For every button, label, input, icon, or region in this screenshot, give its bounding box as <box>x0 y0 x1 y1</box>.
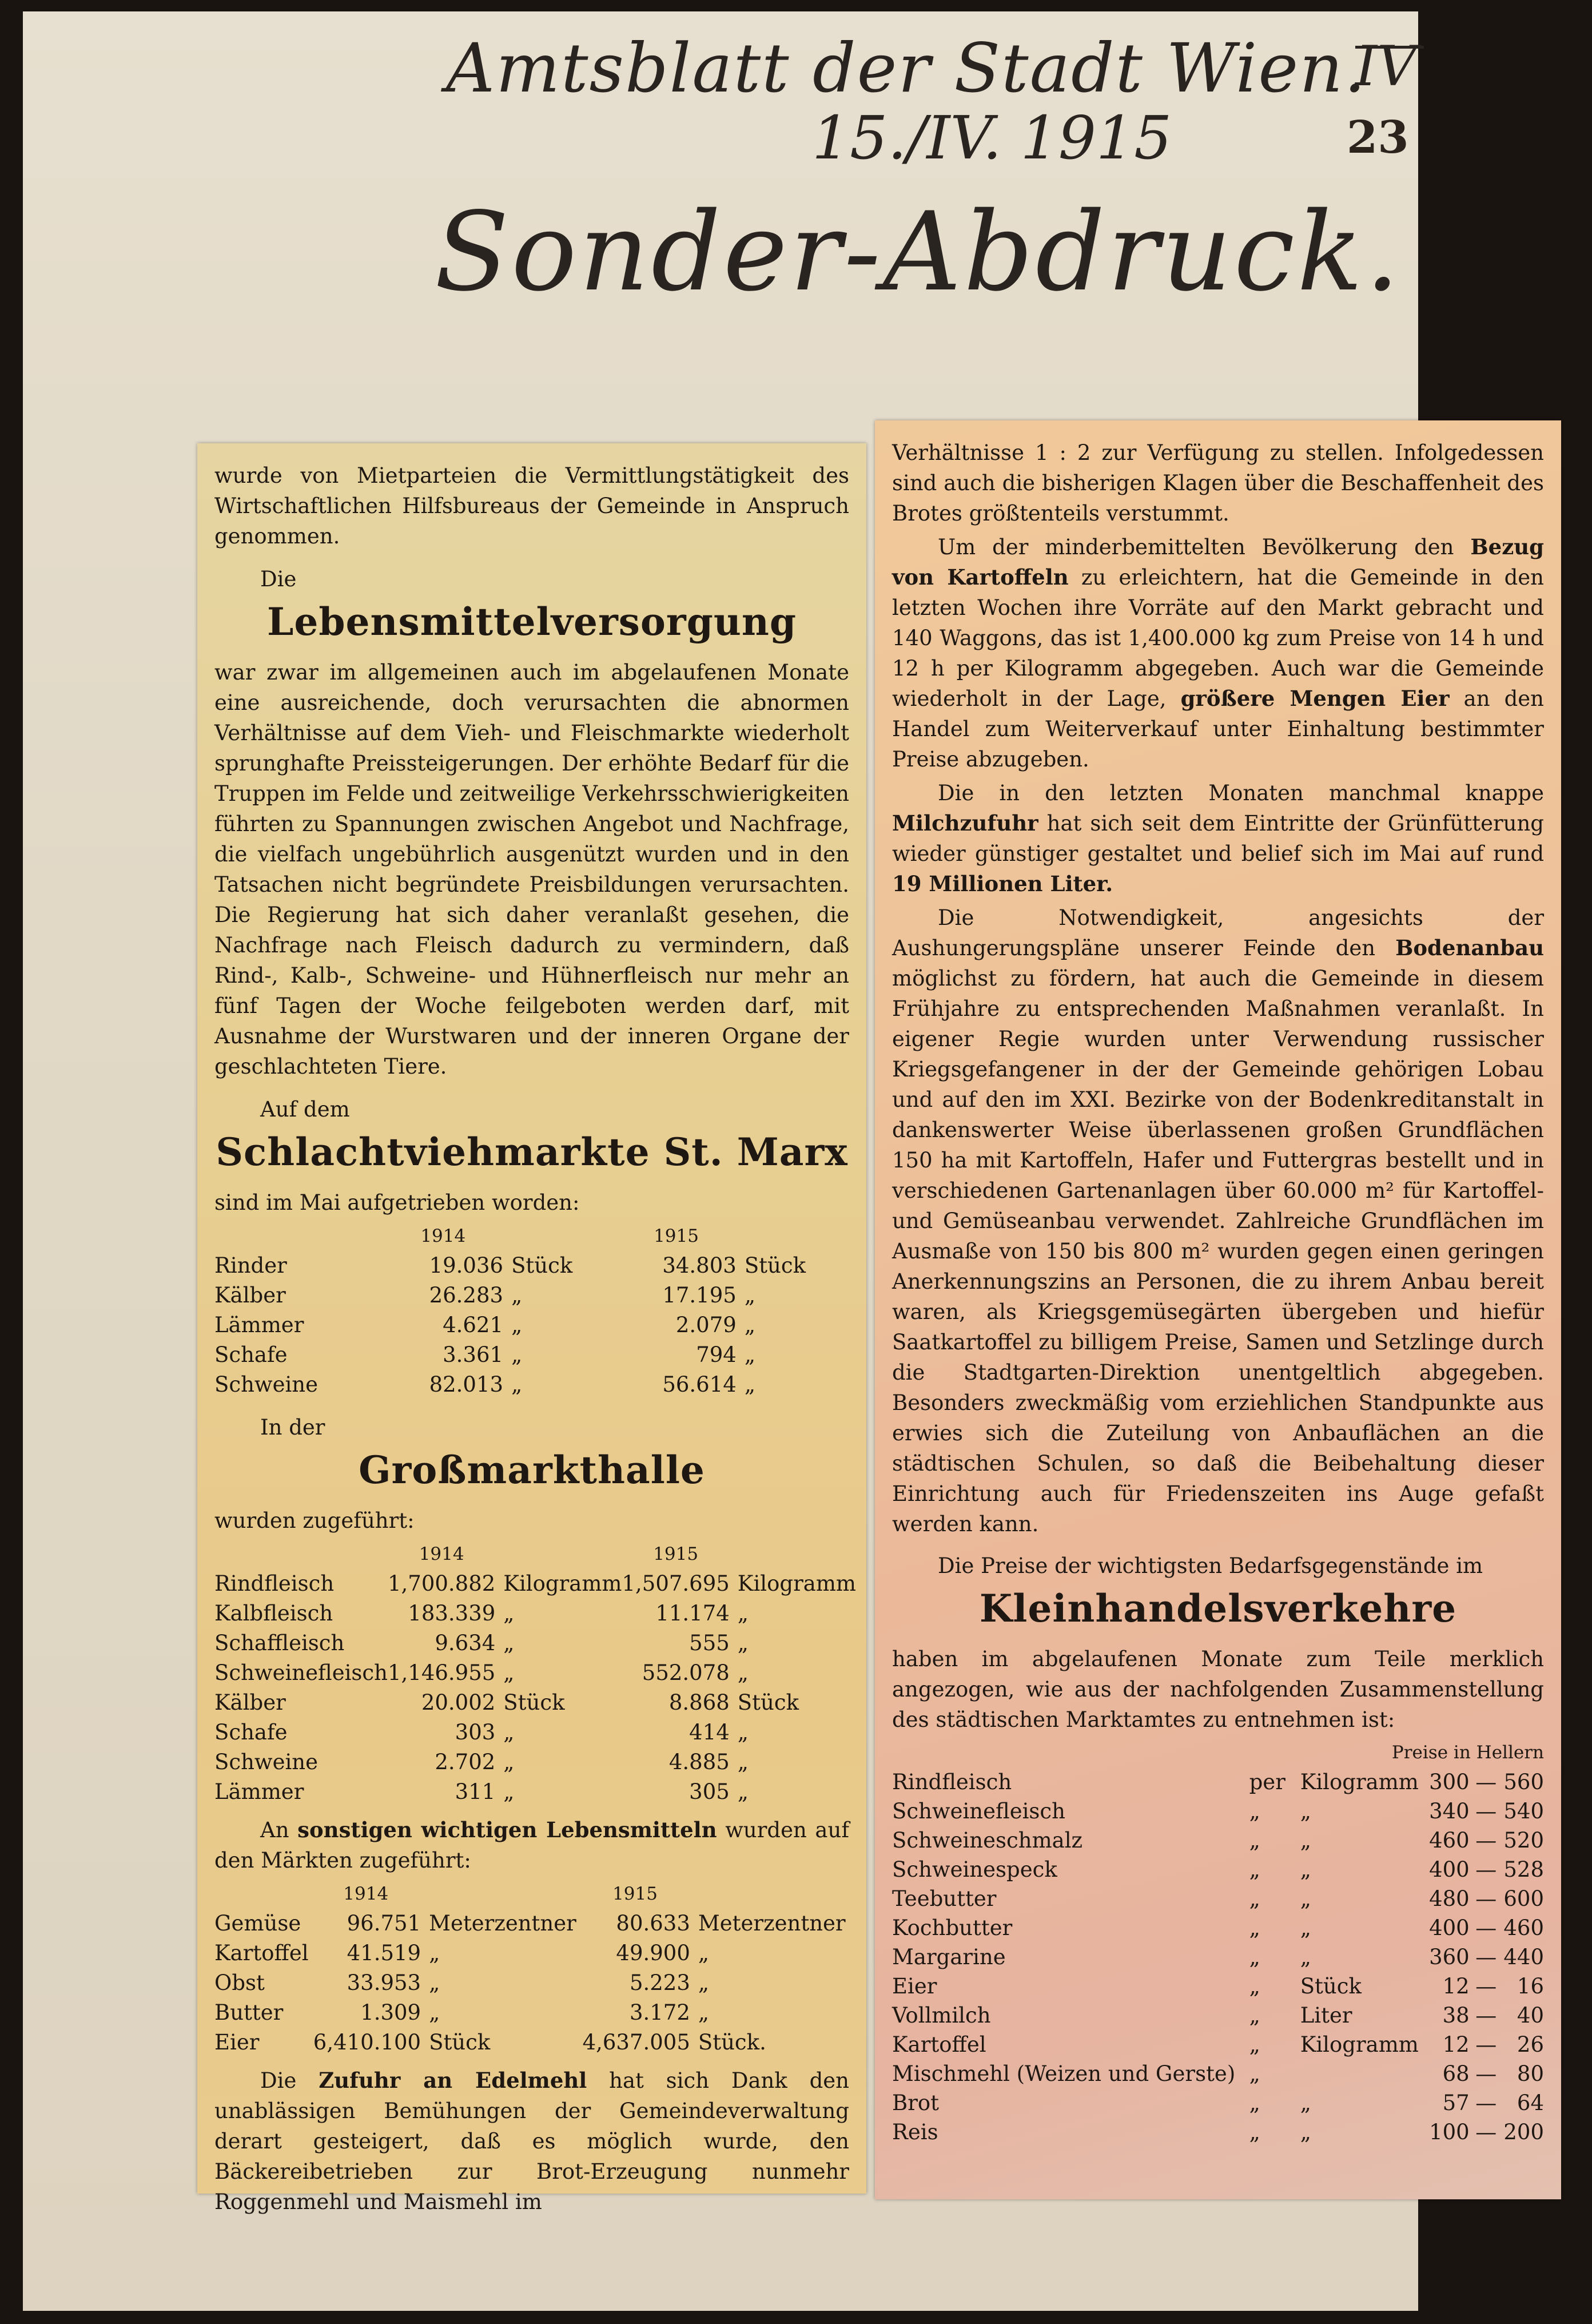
value-1914: 1.309 <box>360 2000 421 2025</box>
price-unit-prefix: „ <box>1249 1916 1260 1940</box>
value-1915: 34.803 <box>662 1253 737 1278</box>
price-row <box>892 1972 1544 2001</box>
table-row <box>214 1777 856 1807</box>
price-low: 400 <box>1429 1857 1470 1882</box>
value-1914: 1,146.955 <box>387 1660 496 1685</box>
value-1915: 49.900 <box>616 1941 690 1965</box>
market-hall-table <box>214 1539 856 1807</box>
unit-1915: „ <box>737 1720 749 1745</box>
table-row <box>214 1281 849 1310</box>
year-header: 1915 <box>612 1884 658 1904</box>
price-dash: — <box>1475 1916 1497 1940</box>
unit-1915: „ <box>737 1601 749 1626</box>
price-high: 540 <box>1503 1799 1544 1824</box>
price-unit-prefix: „ <box>1249 1945 1260 1969</box>
price-low: 68 <box>1442 2061 1470 2086</box>
price-dash: — <box>1475 2091 1497 2115</box>
price-unit-prefix: „ <box>1249 2120 1260 2144</box>
price-low: 340 <box>1429 1799 1470 1824</box>
value-1915: 1,507.695 <box>622 1571 730 1596</box>
row-label: Obst <box>214 1971 265 1995</box>
value-1915: 11.174 <box>655 1601 730 1626</box>
handwritten-title: Amtsblatt der Stadt Wien. <box>446 29 1367 108</box>
right-column <box>892 438 1544 2147</box>
value-1915: 794 <box>696 1342 737 1367</box>
table-row <box>214 2028 849 2057</box>
price-dash: — <box>1475 1770 1497 1794</box>
value-1915: 4,637.005 <box>582 2030 690 2055</box>
price-item: Reis <box>892 2120 938 2144</box>
table-row <box>214 1909 849 1938</box>
paragraph: Die Zufuhr an Edelmehl hat sich Dank den unablässigen Bemühungen der Gemeindeverwaltung derart gesteigert, daß es möglich wurde, den Bäckereibetrieben zur Brot-Erzeugung nunmehr Roggenmehl und Maismehl im <box>214 2068 849 2214</box>
unit-1915: Stück <box>744 1253 806 1278</box>
price-unit: Kilogramm <box>1300 1770 1419 1794</box>
price-dash: — <box>1475 1799 1497 1824</box>
price-unit-prefix: „ <box>1249 1886 1260 1911</box>
price-dash: — <box>1475 2003 1497 2028</box>
value-1914: 41.519 <box>347 1941 421 1965</box>
unit-1914: Meterzentner <box>429 1911 576 1936</box>
price-item: Brot <box>892 2091 940 2115</box>
price-dash: — <box>1475 2061 1497 2086</box>
price-item: Schweineschmalz <box>892 1828 1083 1853</box>
lead-text: In der <box>260 1415 325 1440</box>
year-header: 1914 <box>420 1226 466 1246</box>
unit-1914: Kilogramm <box>503 1571 622 1596</box>
value-1914: 183.339 <box>408 1601 496 1626</box>
price-unit: „ <box>1300 1799 1311 1824</box>
table-row <box>214 1968 849 1998</box>
price-low: 12 <box>1442 2032 1470 2057</box>
price-row <box>892 2088 1544 2118</box>
row-label: Kälber <box>214 1690 286 1715</box>
paragraph: Die Notwendigkeit, angesichts der Aushungerungspläne unserer Feinde den Bodenanbau möglichst zu fördern, hat auch die Gemeinde in diesem Frühjahre zu entsprechenden Maßnahmen veranlaßt. In eigener Regie wurden unter Verwendung russischer Kriegsgefangener in der der Gemeinde gehörigen Lobau und auf den im XXI. Bezirke von der Bodenkreditanstalt in dankenswerter Weise überlassenen großen Grundflächen 150 ha mit Kartoffeln, Hafer und Futtergras bestellt und in verschiedenen Gartenanlagen über 60.000 m² für Kartoffel- und Gemüseanbau verwendet. Zahlreiche Grundflächen im Ausmaße von 150 bis 800 m² wurden gegen einen geringen Anerkennungszins an Personen, die zu ihrem Anbau bereit waren, als Kriegsgemüsegärten übergeben und hiefür Saatkartoffel zu billigem Preise, Samen und Setzlinge durch die Stadtgarten-Direktion unentgeltlich abgegeben. Besonders zweckmäßig vom erziehlichen Standpunkte aus erwies sich die Zuteilung von Anbauflächen an die städtischen Schulen, so daß die Beibehaltung dieser Einrichtung auch für Friedenszeiten ins Auge gefaßt werden kann. <box>892 905 1544 1536</box>
unit-1915: „ <box>737 1779 749 1804</box>
handwritten-number: IV <box>1355 34 1417 98</box>
left-clipping <box>197 443 866 2214</box>
price-dash: — <box>1475 1974 1497 1999</box>
price-header: Preise in Hellern <box>1391 1742 1544 1763</box>
price-row <box>892 1797 1544 1826</box>
value-1914: 311 <box>455 1779 496 1804</box>
unit-1914: Stück <box>511 1253 573 1278</box>
price-row <box>892 1942 1544 1972</box>
price-unit: „ <box>1300 1857 1311 1882</box>
price-low: 360 <box>1429 1945 1470 1969</box>
value-1915: 8.868 <box>668 1690 730 1715</box>
price-unit: „ <box>1300 1945 1311 1969</box>
price-row <box>892 1884 1544 1913</box>
row-label: Schafe <box>214 1342 288 1367</box>
price-row <box>892 2118 1544 2147</box>
price-item: Teebutter <box>892 1886 997 1911</box>
paragraph: Die in den letzten Monaten manchmal knappe Milchzufuhr hat sich seit dem Eintritte der Grünfütterung wieder günstiger gestaltet und belief sich im Mai auf rund 19 Millionen Liter. <box>892 781 1544 896</box>
unit-1915: Stück. <box>698 2030 766 2055</box>
price-unit: „ <box>1300 1916 1311 1940</box>
year-header: 1914 <box>343 1884 389 1904</box>
unit-1915: „ <box>737 1750 749 1774</box>
unit-1914: Stück <box>429 2030 491 2055</box>
price-unit: Stück <box>1300 1974 1362 1999</box>
unit-1914: „ <box>503 1631 515 1655</box>
intro-text: wurde von Mietparteien die Vermittlungstätigkeit des Wirtschaftlichen Hilfsbureaus der Gemeinde in Anspruch genommen. <box>214 463 849 549</box>
price-unit-prefix: „ <box>1249 2003 1260 2028</box>
price-unit-prefix: „ <box>1249 2032 1260 2057</box>
price-unit-prefix: per <box>1249 1770 1285 1794</box>
value-1915: 305 <box>689 1779 730 1804</box>
price-item: Eier <box>892 1974 937 1999</box>
section-heading: Großmarkthalle <box>359 1448 705 1492</box>
value-1915: 5.223 <box>629 1971 690 1995</box>
price-row <box>892 1913 1544 1942</box>
price-unit-prefix: „ <box>1249 1799 1260 1824</box>
table-row <box>214 1688 856 1718</box>
row-label: Schaffleisch <box>214 1631 345 1655</box>
price-item: Schweinefleisch <box>892 1799 1065 1824</box>
price-row <box>892 2030 1544 2059</box>
year-header: 1915 <box>653 1544 699 1564</box>
price-low: 38 <box>1442 2003 1470 2028</box>
price-unit: „ <box>1300 2091 1311 2115</box>
price-low: 100 <box>1429 2120 1470 2144</box>
table-row <box>214 1998 849 2028</box>
table-intro: sind im Mai aufgetrieben worden: <box>214 1190 580 1215</box>
unit-1914: „ <box>511 1313 523 1337</box>
row-label: Rinder <box>214 1253 287 1278</box>
value-1915: 3.172 <box>629 2000 690 2025</box>
paragraph: war zwar im allgemeinen auch im abgelaufenen Monate eine ausreichende, doch verursachten die abnormen Verhältnisse auf dem Vieh- und Fleischmarkte wiederholt sprunghafte Preissteigerungen. Der erhöhte Bedarf für die Truppen im Felde und zeitweilige Verkehrsschwierigkeiten führten zu Spannungen zwischen Angebot und Nachfrage, die vielfach ungebührlich ausgenützt wurden und in den Tatsachen nicht begründete Preisbildungen verursachten. Die Regierung hat sich daher veranlaßt gesehen, die Nachfrage nach Fleisch dadurch zu vermindern, daß Rind-, Kalb-, Schweine- und Hühnerfleisch nur mehr an fünf Tagen der Woche feilgeboten werden darf, mit Ausnahme der Wurstwaren und der inneren Organe der geschlachteten Tiere. <box>214 660 849 1079</box>
value-1914: 9.634 <box>435 1631 496 1655</box>
price-high: 16 <box>1517 1974 1544 1999</box>
price-high: 440 <box>1503 1945 1544 1969</box>
price-low: 12 <box>1442 1974 1470 1999</box>
price-high: 80 <box>1517 2061 1544 2086</box>
year-header: 1914 <box>419 1544 464 1564</box>
price-dash: — <box>1475 1828 1497 1853</box>
value-1914: 26.283 <box>429 1283 504 1308</box>
paragraph: Um der minderbemittelten Bevölkerung den Bezug von Kartoffeln zu erleichtern, hat die Gemeinde in den letzten Wochen ihre Vorräte auf den Markt gebracht und 140 Waggons, das ist 1,400.000 kg zum Preise von 14 h und 12 h per Kilogramm abgegeben. Auch war die Gemeinde wiederholt in der Lage, größere Mengen Eier an den Handel zum Weiterverkauf unter Einhaltung bestimmter Preise abzugeben. <box>892 534 1545 772</box>
value-1914: 20.002 <box>421 1690 496 1715</box>
table-row <box>214 1370 849 1400</box>
unit-1915: „ <box>698 1941 710 1965</box>
row-label: Lämmer <box>214 1313 304 1337</box>
handwritten-number-line <box>1355 46 1424 49</box>
table-intro: wurden zugeführt: <box>214 1508 415 1533</box>
value-1915: 56.614 <box>662 1372 737 1397</box>
table-row <box>214 1569 856 1599</box>
price-row <box>892 1826 1544 1855</box>
row-label: Schweine <box>214 1750 319 1774</box>
price-unit-prefix: „ <box>1249 1857 1260 1882</box>
price-unit: Liter <box>1300 2003 1352 2028</box>
section-heading: Schlachtviehmarkte St. Marx <box>216 1130 848 1174</box>
paragraph: haben im abgelaufenen Monate zum Teile merklich angezogen, wie aus der nachfolgenden Zusammenstellung des städtischen Marktamtes zu entnehmen ist: <box>892 1647 1544 1732</box>
table-row <box>214 1658 856 1688</box>
lead-text: Die <box>260 567 297 591</box>
table-row <box>214 1938 849 1968</box>
section-heading: Lebensmittelversorgung <box>267 599 797 644</box>
price-dash: — <box>1475 1945 1497 1969</box>
unit-1914: „ <box>429 1971 440 1995</box>
unit-1914: „ <box>511 1342 523 1367</box>
price-low: 300 <box>1429 1770 1470 1794</box>
price-high: 520 <box>1503 1828 1544 1853</box>
value-1915: 17.195 <box>662 1283 737 1308</box>
price-row <box>892 1855 1544 1884</box>
unit-1915: Stück <box>737 1690 799 1715</box>
price-low: 57 <box>1442 2091 1470 2115</box>
price-low: 400 <box>1429 1916 1470 1940</box>
unit-1915: „ <box>744 1313 755 1337</box>
price-low: 480 <box>1429 1886 1470 1911</box>
price-unit: „ <box>1300 2120 1311 2144</box>
row-label: Butter <box>214 2000 284 2025</box>
price-item: Kochbutter <box>892 1916 1013 1940</box>
price-item: Schweinespeck <box>892 1857 1057 1882</box>
value-1914: 96.751 <box>347 1911 421 1936</box>
price-dash: — <box>1475 1857 1497 1882</box>
price-table <box>892 1738 1544 2147</box>
price-unit: „ <box>1300 1886 1311 1911</box>
price-row <box>892 1767 1544 1797</box>
paragraph: Die Preise der wichtigsten Bedarfsgegenstände im <box>938 1554 1483 1578</box>
unit-1915: „ <box>698 1971 710 1995</box>
value-1915: 414 <box>689 1720 730 1745</box>
unit-1914: „ <box>511 1283 523 1308</box>
price-unit-prefix: „ <box>1249 2061 1260 2086</box>
unit-1915: „ <box>698 2000 710 2025</box>
price-high: 560 <box>1503 1770 1544 1794</box>
row-label: Gemüse <box>214 1911 301 1936</box>
value-1915: 4.885 <box>668 1750 730 1774</box>
unit-1915: Meterzentner <box>698 1911 846 1936</box>
table-row <box>214 1599 856 1628</box>
price-dash: — <box>1475 1886 1497 1911</box>
price-unit: „ <box>1300 1828 1311 1853</box>
unit-1914: Stück <box>503 1690 565 1715</box>
row-label: Schafe <box>214 1720 288 1745</box>
table-row <box>214 1310 849 1340</box>
value-1914: 6,410.100 <box>313 2030 421 2055</box>
price-high: 528 <box>1503 1857 1544 1882</box>
price-row <box>892 2059 1544 2088</box>
price-item: Margarine <box>892 1945 1006 1969</box>
paragraph: Verhältnisse 1 : 2 zur Verfügung zu stellen. Infolgedessen sind auch die bisherigen Klagen über die Beschaffenheit des Brotes größtenteils verstummt. <box>892 440 1544 526</box>
row-label: Schweinefleisch <box>214 1660 388 1685</box>
unit-1914: „ <box>503 1779 515 1804</box>
price-unit-prefix: „ <box>1249 2091 1260 2115</box>
row-label: Lämmer <box>214 1779 304 1804</box>
price-unit <box>1294 2059 1428 2088</box>
right-clipping <box>875 420 1561 2199</box>
price-item: Mischmehl (Weizen und Gerste) <box>892 2061 1236 2086</box>
value-1915: 2.079 <box>675 1313 737 1337</box>
value-1915: 552.078 <box>642 1660 730 1685</box>
value-1914: 4.621 <box>443 1313 504 1337</box>
table-row <box>214 1251 849 1281</box>
value-1915: 80.633 <box>616 1911 690 1936</box>
unit-1915: „ <box>744 1372 755 1397</box>
unit-1915: „ <box>744 1342 755 1367</box>
row-label: Kälber <box>214 1283 286 1308</box>
row-label: Schweine <box>214 1372 319 1397</box>
price-item: Vollmilch <box>892 2003 991 2028</box>
unit-1915: „ <box>744 1283 755 1308</box>
unit-1914: „ <box>429 2000 440 2025</box>
price-high: 600 <box>1503 1886 1544 1911</box>
price-unit-prefix: „ <box>1249 1974 1260 1999</box>
year-header: 1915 <box>654 1226 699 1246</box>
unit-1915: Kilogramm <box>737 1571 856 1596</box>
table-row <box>214 1747 856 1777</box>
livestock-table <box>214 1221 849 1400</box>
value-1914: 1,700.882 <box>387 1571 496 1596</box>
other-food-table <box>214 1879 849 2057</box>
table-row <box>214 1628 856 1658</box>
table-row <box>214 1718 856 1747</box>
price-high: 26 <box>1517 2032 1544 2057</box>
unit-1914: „ <box>429 1941 440 1965</box>
unit-1914: „ <box>503 1720 515 1745</box>
unit-1914: „ <box>511 1372 523 1397</box>
lead-text: Auf dem <box>260 1097 350 1122</box>
price-dash: — <box>1475 2032 1497 2057</box>
row-label: Kartoffel <box>214 1941 309 1965</box>
price-high: 200 <box>1503 2120 1544 2144</box>
value-1915: 555 <box>689 1631 730 1655</box>
price-high: 40 <box>1517 2003 1544 2028</box>
table-intro: An sonstigen wichtigen Lebensmitteln wurden auf den Märkten zugeführt: <box>214 1817 850 1873</box>
unit-1914: „ <box>503 1660 515 1685</box>
price-high: 64 <box>1517 2091 1544 2115</box>
value-1914: 303 <box>455 1720 496 1745</box>
value-1914: 82.013 <box>429 1372 504 1397</box>
left-column <box>214 460 856 2220</box>
unit-1914: „ <box>503 1601 515 1626</box>
value-1914: 2.702 <box>435 1750 496 1774</box>
table-row <box>214 1340 849 1370</box>
price-unit: Kilogramm <box>1300 2032 1419 2057</box>
row-label: Kalbfleisch <box>214 1601 333 1626</box>
price-item: Kartoffel <box>892 2032 986 2057</box>
price-high: 460 <box>1503 1916 1544 1940</box>
page-number: 23 <box>1347 112 1409 164</box>
price-row <box>892 2001 1544 2030</box>
handwritten-date: 15./IV. 1915 <box>812 103 1172 173</box>
value-1914: 33.953 <box>347 1971 421 1995</box>
price-low: 460 <box>1429 1828 1470 1853</box>
price-unit-prefix: „ <box>1249 1828 1260 1853</box>
unit-1915: „ <box>737 1660 749 1685</box>
row-label: Eier <box>214 2030 260 2055</box>
price-item: Rindfleisch <box>892 1770 1012 1794</box>
section-heading: Kleinhandelsverkehre <box>979 1586 1457 1631</box>
unit-1914: „ <box>503 1750 515 1774</box>
unit-1915: „ <box>737 1631 749 1655</box>
handwritten-label: Sonder-Abdruck. <box>435 189 1402 315</box>
row-label: Rindfleisch <box>214 1571 335 1596</box>
value-1914: 19.036 <box>429 1253 504 1278</box>
value-1914: 3.361 <box>443 1342 504 1367</box>
price-dash: — <box>1475 2120 1497 2144</box>
